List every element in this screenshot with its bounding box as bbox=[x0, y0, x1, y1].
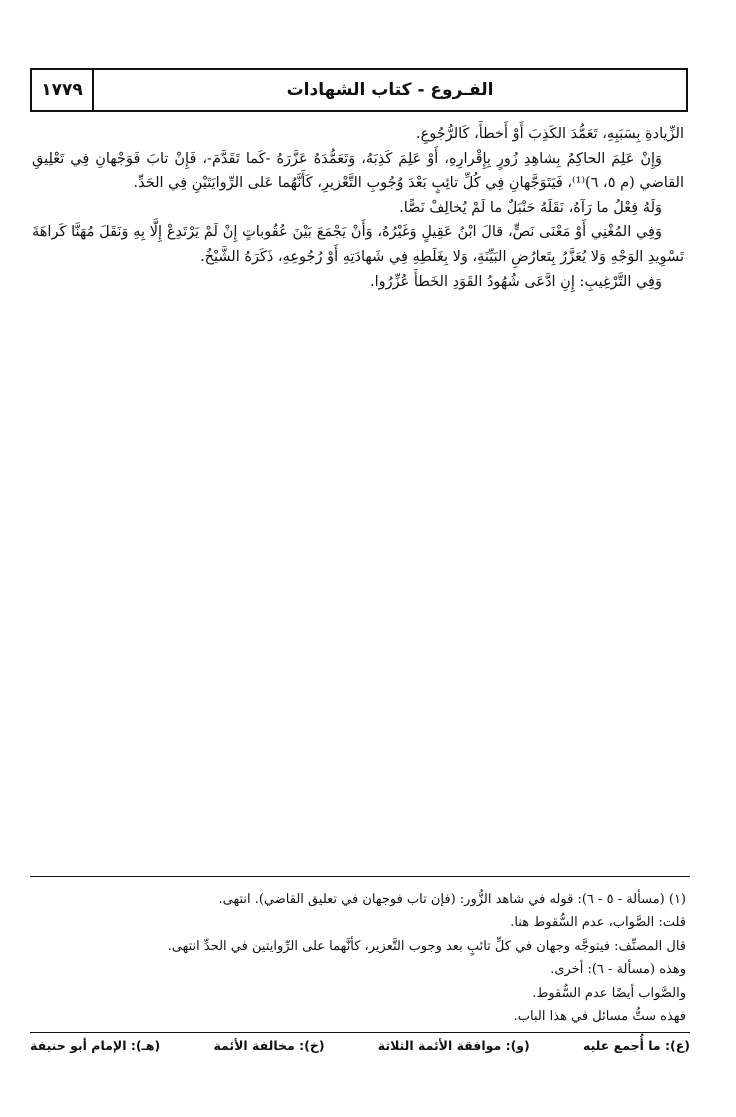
paragraph: وَفِي المُغْنِي أَوْ مَعْنَى نَصٍّ، قالَ ابْنُ عَقِيلٍ وَغَيْرُهُ، وَأَنْ يَجْمَعَ بَيْنَ عُقُوباتٍ إِنْ لَمْ يَرْتَدِعْ إِلَّا بِهِ وَنَقَلَ مُهَنَّا كَراهَةَ تَسْوِيدِ الوَجْهِ وَلا يُعَزَّرُ بِتَعارُضِ البَيِّنَةِ، وَلا بِغَلَطِهِ فِي شَهادَتِهِ أَوْ رُجُوعِهِ، ذَكَرَهُ الشَّيْخُ. bbox=[32, 224, 684, 265]
main-text bbox=[32, 122, 684, 294]
symbol-legend bbox=[30, 1038, 690, 1060]
footnote-divider bbox=[30, 876, 690, 877]
footnote-line: قال المصنِّف: فيتوجَّه وجهان في كلِّ تائبٍ بعد وجوب التَّعزير، كأنَّهما على الرِّوايتين في الحدِّ انتهى. bbox=[167, 938, 686, 954]
footnote-line: قلت: الصَّواب، عدم السُّقوط هنا. bbox=[510, 915, 686, 931]
page-number: ١٧٧٩ bbox=[32, 70, 94, 110]
footnote-line: والصَّواب أيضًا عدم السُّقوط. bbox=[532, 985, 686, 1001]
page-header bbox=[30, 68, 688, 112]
legend-item: (خ): مخالفة الأئمة bbox=[213, 1038, 325, 1053]
paragraph: وَإِنْ عَلِمَ الحاكِمُ بِشاهِدِ زُورٍ بِإِقْرارِهِ، أَوْ عَلِمَ كَذِبَهُ، وَتَعَمُّدَهُ عَزَّرَهُ -كَما تَقَدَّمَ-، فَإِنْ تابَ فَوَجْهانِ فِي تَعْلِيقِ القاضي (م ٥، ٦)⁽¹⁾، فَيَتَوَجَّهانِ فِي كُلِّ تائِبٍ بَعْدَ وُجُوبِ التَّعْزيرِ، كَأَنَّهُما عَلى الرِّوايَتَيْنِ فِي الحَدِّ. bbox=[32, 150, 684, 192]
legend-item: (ع): ما أُجمع عليه bbox=[583, 1038, 690, 1053]
footnotes bbox=[30, 888, 686, 1028]
legend-divider bbox=[30, 1032, 690, 1033]
legend-item: (و): موافقة الأئمة الثلاثة bbox=[377, 1038, 530, 1053]
legend-item: (هـ): الإمام أبو حنيفة bbox=[30, 1038, 161, 1053]
paragraph: الزِّيادةِ بِسَبَبِهِ، تَعَمُّدَ الكَذِبَ أَوْ أَخطأَ، كَالرُّجُوعِ. bbox=[416, 126, 684, 142]
paragraph: وَفِي التَّرْغِيبِ: إِنِ ادَّعَى شُهُودُ القَوَدِ الخَطأَ عُزِّرُوا. bbox=[369, 273, 662, 290]
paragraph: وَلَهُ فِعْلُ ما رَآهُ، نَقَلَهُ حَنْبَلٌ ما لَمْ يُخالِفْ نَصًّا. bbox=[399, 199, 662, 216]
footnote-line: فهذه ستُّ مسائل في هذا الباب. bbox=[513, 1009, 686, 1025]
running-title: الفـروع - كتاب الشهادات bbox=[286, 80, 494, 100]
footnote-line: (١) (مسألة - ٥ - ٦): قوله في شاهد الزُّور: (فإن تاب فوجهان في تعليق القاضي). انتهى. bbox=[218, 892, 686, 907]
footnote-line: وهذه (مسألة - ٦): أخرى. bbox=[550, 962, 686, 978]
